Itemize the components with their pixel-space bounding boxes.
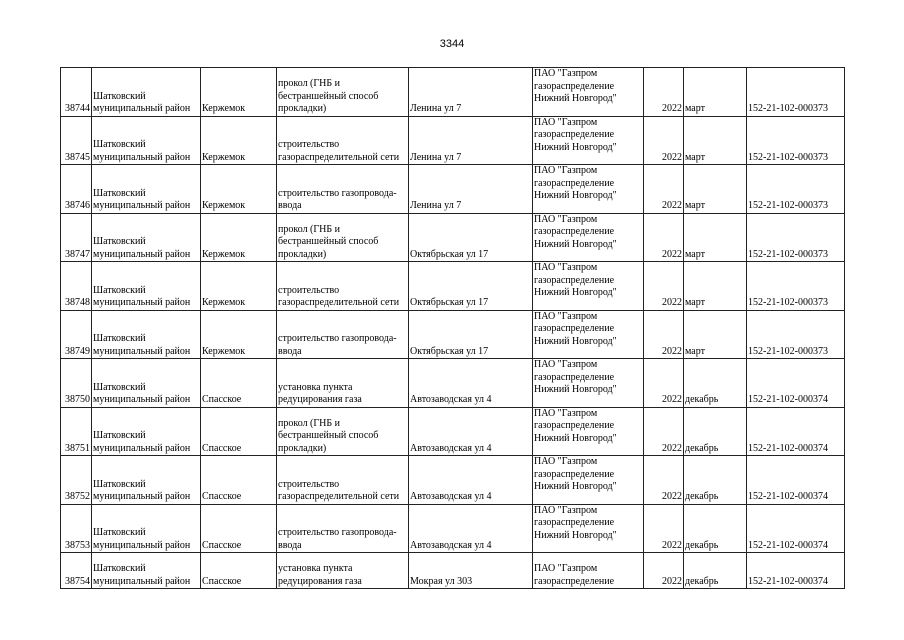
cell-address: Автозаводская ул 4 [409,504,533,553]
cell-year: 2022 [644,359,684,408]
cell-address: Мокрая ул 303 [409,553,533,589]
cell-owner [533,213,644,262]
cell-district-line: Шатковский [93,187,146,199]
cell-month: март [684,213,747,262]
cell-year: 2022 [644,116,684,165]
cell-owner-line: Нижний Новгород" [534,190,617,201]
cell-owner [533,407,644,456]
cell-address: Октябрьская ул 17 [409,262,533,311]
cell-district-line: муниципальный район [93,103,191,114]
cell-owner-line: газораспределение [534,274,615,286]
cell-month: декабрь [684,359,747,408]
cell-district-line: муниципальный район [93,442,191,454]
cell-work-type-line: прокладки) [278,442,327,454]
cell-work-type-line: газораспределительной сети [278,151,400,163]
cell-id: 38747 [61,213,92,262]
cell-year: 2022 [644,456,684,505]
cell-work-type-line: редуцирования газа [278,575,362,587]
cell-district [92,262,201,311]
cell-work-type [277,262,409,311]
cell-work-type [277,165,409,214]
cell-address: Октябрьская ул 17 [409,213,533,262]
cell-district-line: муниципальный район [93,200,191,211]
cell-district [92,68,201,117]
table-row [61,456,845,505]
cell-owner-line: Нижний Новгород" [534,529,617,541]
cell-owner-line: газораспределение [534,517,615,528]
cell-owner [533,504,644,553]
cell-work-type-line: ввода [278,539,302,551]
cell-address: Автозаводская ул 4 [409,456,533,505]
table-row [61,213,845,262]
cell-owner [533,68,644,117]
cell-month: март [684,310,747,359]
cell-code: 152-21-102-000373 [747,213,845,262]
cell-district-line: муниципальный район [93,297,191,308]
cell-code: 152-21-102-000373 [747,165,845,214]
cell-owner-line: газораспределение [534,226,615,237]
cell-district-line: Шатковский [93,381,146,393]
table-row [61,68,845,117]
cell-work-type-line: бестраншейный способ [278,236,379,247]
cell-settlement: Спасское [201,407,277,456]
cell-settlement: Кержемок [201,262,277,311]
cell-work-type-line: прокол (ГНБ и [278,78,340,89]
cell-district [92,310,201,359]
cell-owner-line: ПАО "Газпром [534,213,598,225]
cell-year: 2022 [644,553,684,589]
cell-work-type [277,407,409,456]
cell-owner-line: ПАО "Газпром [534,116,598,128]
cell-id: 38754 [61,553,92,589]
cell-owner [533,116,644,165]
cell-settlement: Кержемок [201,116,277,165]
cell-address: Ленина ул 7 [409,68,533,117]
cell-id: 38753 [61,504,92,553]
cell-district-line: Шатковский [93,139,146,150]
cell-owner [533,553,644,589]
table-row [61,359,845,408]
cell-owner-line: газораспределение [534,468,615,480]
cell-work-type-line: прокладки) [278,248,327,260]
table-row [61,310,845,359]
cell-work-type-line: редуцирования газа [278,394,362,405]
cell-year: 2022 [644,68,684,117]
cell-district [92,504,201,553]
table-row [61,504,845,553]
cell-owner-line: газораспределение [534,575,615,587]
cell-month: декабрь [684,456,747,505]
cell-code: 152-21-102-000374 [747,456,845,505]
cell-owner-line: газораспределение [534,323,615,334]
cell-owner-line: ПАО "Газпром [534,68,598,79]
cell-owner-line: Нижний Новгород" [534,141,617,153]
cell-district-line: Шатковский [93,90,146,102]
cell-owner-line: ПАО "Газпром [534,407,598,419]
cell-id: 38746 [61,165,92,214]
cell-district-line: муниципальный район [93,575,191,587]
cell-district [92,165,201,214]
cell-address: Автозаводская ул 4 [409,407,533,456]
cell-work-type-line: строительство [278,478,340,490]
cell-work-type-line: бестраншейный способ [278,90,379,102]
cell-settlement: Спасское [201,359,277,408]
cell-settlement: Кержемок [201,310,277,359]
cell-month: март [684,262,747,311]
cell-work-type-line: строительство [278,139,340,150]
cell-work-type [277,553,409,589]
cell-work-type-line: газораспределительной сети [278,491,400,502]
cell-address: Ленина ул 7 [409,165,533,214]
cell-district-line: Шатковский [93,284,146,296]
cell-month: март [684,68,747,117]
cell-settlement: Кержемок [201,213,277,262]
cell-settlement: Спасское [201,504,277,553]
cell-district-line: муниципальный район [93,151,191,163]
cell-settlement: Кержемок [201,68,277,117]
cell-district-line: Шатковский [93,563,146,574]
cell-owner-line: Нижний Новгород" [534,384,617,395]
cell-district-line: муниципальный район [93,345,191,357]
cell-work-type [277,359,409,408]
cell-district [92,359,201,408]
cell-owner [533,359,644,408]
table-row [61,553,845,589]
cell-code: 152-21-102-000373 [747,262,845,311]
cell-owner-line: газораспределение [534,80,615,92]
registry-body [61,68,845,589]
cell-year: 2022 [644,407,684,456]
cell-settlement: Спасское [201,553,277,589]
cell-district [92,456,201,505]
cell-work-type-line: строительство [278,284,340,296]
cell-month: декабрь [684,407,747,456]
cell-owner-line: ПАО "Газпром [534,165,598,176]
cell-owner-line: газораспределение [534,177,615,189]
cell-id: 38750 [61,359,92,408]
cell-owner-line: ПАО "Газпром [534,359,598,370]
cell-month: декабрь [684,504,747,553]
cell-work-type-line: прокол (ГНБ и [278,223,340,235]
cell-work-type-line: газораспределительной сети [278,297,400,308]
registry-table [60,67,845,589]
cell-id: 38752 [61,456,92,505]
cell-work-type-line: строительство газопровода- [278,333,397,344]
cell-owner-line: Нижний Новгород" [534,287,617,298]
cell-settlement: Спасское [201,456,277,505]
cell-owner [533,456,644,505]
cell-owner-line: газораспределение [534,371,615,383]
cell-work-type-line: прокол (ГНБ и [278,417,340,429]
page-number: 3344 [439,38,465,50]
cell-work-type-line: ввода [278,200,302,211]
cell-work-type [277,68,409,117]
cell-district-line: Шатковский [93,478,146,490]
cell-owner-line: газораспределение [534,129,615,140]
cell-owner-line: ПАО "Газпром [534,262,598,273]
cell-month: март [684,116,747,165]
cell-year: 2022 [644,504,684,553]
cell-owner-line: газораспределение [534,420,615,431]
cell-district-line: муниципальный район [93,539,191,551]
cell-year: 2022 [644,262,684,311]
cell-district [92,213,201,262]
cell-owner-line: ПАО "Газпром [534,504,598,516]
cell-district-line: Шатковский [93,236,146,247]
cell-id: 38744 [61,68,92,117]
cell-code: 152-21-102-000374 [747,504,845,553]
cell-owner-line: Нижний Новгород" [534,481,617,492]
cell-address: Ленина ул 7 [409,116,533,165]
cell-code: 152-21-102-000373 [747,310,845,359]
cell-district-line: муниципальный район [93,394,191,405]
cell-work-type [277,310,409,359]
cell-district-line: муниципальный район [93,248,191,260]
cell-month: март [684,165,747,214]
cell-work-type [277,504,409,553]
cell-work-type [277,213,409,262]
cell-settlement: Кержемок [201,165,277,214]
cell-work-type [277,116,409,165]
cell-id: 38749 [61,310,92,359]
cell-work-type-line: бестраншейный способ [278,430,379,441]
cell-id: 38751 [61,407,92,456]
table-row [61,165,845,214]
cell-address: Октябрьская ул 17 [409,310,533,359]
cell-code: 152-21-102-000373 [747,68,845,117]
cell-code: 152-21-102-000374 [747,359,845,408]
cell-district [92,116,201,165]
cell-id: 38745 [61,116,92,165]
cell-month: декабрь [684,553,747,589]
cell-owner [533,262,644,311]
cell-work-type-line: установка пункта [278,381,353,393]
cell-district [92,407,201,456]
cell-district [92,553,201,589]
cell-year: 2022 [644,213,684,262]
cell-owner-line: ПАО "Газпром [534,310,598,322]
table-row [61,116,845,165]
cell-id: 38748 [61,262,92,311]
cell-work-type-line: ввода [278,345,302,357]
cell-year: 2022 [644,165,684,214]
cell-code: 152-21-102-000374 [747,407,845,456]
cell-owner [533,310,644,359]
cell-district-line: муниципальный район [93,491,191,502]
cell-district-line: Шатковский [93,527,146,538]
cell-district-line: Шатковский [93,430,146,441]
cell-work-type-line: установка пункта [278,563,353,574]
table-row [61,262,845,311]
cell-owner-line: Нижний Новгород" [534,238,617,250]
table-row [61,407,845,456]
cell-work-type-line: строительство газопровода- [278,187,397,199]
cell-work-type-line: строительство газопровода- [278,527,397,538]
cell-year: 2022 [644,310,684,359]
cell-work-type [277,456,409,505]
cell-owner-line: ПАО "Газпром [534,456,598,467]
cell-owner-line: ПАО "Газпром [534,563,598,574]
cell-work-type-line: прокладки) [278,103,327,114]
cell-address: Автозаводская ул 4 [409,359,533,408]
cell-code: 152-21-102-000373 [747,116,845,165]
cell-owner-line: Нижний Новгород" [534,335,617,347]
cell-owner [533,165,644,214]
cell-owner-line: Нижний Новгород" [534,93,617,104]
cell-code: 152-21-102-000374 [747,553,845,589]
cell-owner-line: Нижний Новгород" [534,432,617,444]
cell-district-line: Шатковский [93,333,146,344]
